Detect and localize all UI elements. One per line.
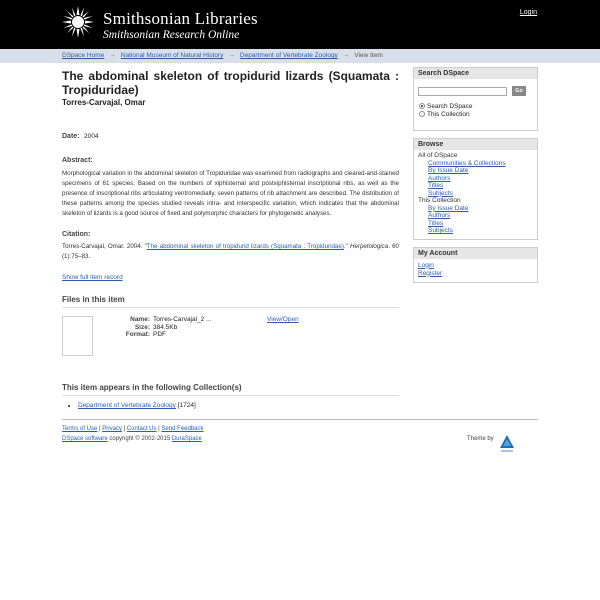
go-button[interactable]: Go [512, 86, 526, 96]
file-row [62, 316, 399, 370]
file-thumbnail[interactable] [62, 316, 93, 356]
breadcrumb-home[interactable]: DSpace Home [62, 52, 105, 59]
file-name: Torres-Carvajal_2 ... [153, 316, 212, 323]
radio-selected-icon[interactable] [419, 103, 425, 109]
footer-privacy-link[interactable]: Privacy [102, 426, 122, 432]
footer-terms-link[interactable]: Terms of Use [62, 426, 98, 432]
browse-issue-date[interactable]: By Issue Date [428, 167, 469, 174]
date-value: 2004 [83, 133, 99, 140]
file-format: PDF [153, 331, 166, 338]
browse-heading: Browse [414, 139, 537, 150]
browse-group-collection: This Collection [418, 197, 461, 204]
file-size-label: Size: [134, 323, 150, 331]
item-view [62, 70, 399, 409]
collections-heading: This item appears in the following Collection(s) [62, 383, 399, 396]
breadcrumb-current: View Item [354, 52, 383, 59]
search-scope-all[interactable] [419, 103, 473, 110]
citation-mid: ." [343, 243, 351, 250]
browse-authors[interactable]: Authors [428, 174, 451, 182]
files-heading: Files in this item [62, 295, 399, 308]
list-item [78, 402, 399, 409]
masthead [0, 0, 600, 49]
footer-copyright [62, 436, 202, 442]
duraspace-link[interactable]: DuraSpace [171, 436, 202, 442]
footer [62, 419, 538, 459]
footer-links: Terms of Use | Privacy | Contact Us | Send Feedback [62, 426, 204, 432]
show-full-record-link[interactable]: Show full item record [62, 274, 123, 281]
abstract-text: Morphological variation in the abdominal skeleton of Tropiduridae was examined from radiographs and cleared-and-stained specimens of 61 species. Based on the numbers of xiphisternal and postxiphisternal inscriptional ribs, as well as the presence of inscriptional ribs articulating ventromedially, seven patterns of rib attachment are described. The distribution of these patterns among the species studied reveals intra- and interspecific variation, which indicates that the abdominal skeleton of lizards is a good source of fixed and polymorphic characters for phylogenetic analyses. [62, 170, 399, 217]
citation-suffix: . 60 (1):75–83. [62, 243, 399, 260]
browse-collection-titles[interactable]: Titles [428, 219, 444, 227]
citation-link[interactable]: The abdominal skeleton of tropidurid lizards (Squamata : Tropiduridae) [146, 243, 344, 250]
file-metadata [120, 316, 212, 339]
search-scope-all-label: Search DSpace [427, 103, 473, 110]
browse-collection-authors[interactable]: Authors [428, 212, 451, 219]
header-login-link[interactable]: Login [519, 9, 537, 16]
atmire-logo-icon[interactable] [498, 434, 516, 454]
breadcrumb-separator: → [342, 52, 350, 59]
citation-journal: Herpetologica [350, 243, 389, 250]
search-scope-collection[interactable] [419, 111, 470, 118]
dspace-software-link[interactable]: DSpace software [62, 436, 108, 442]
footer-feedback-link[interactable]: Send Feedback [161, 426, 204, 432]
theme-by-label: Theme by [467, 436, 494, 442]
item-date [62, 125, 399, 143]
copyright-text: copyright © 2002-2015 [107, 436, 172, 442]
browse-titles[interactable]: Titles [428, 182, 444, 189]
collection-count: [1724] [177, 402, 196, 409]
brand-subtitle: Smithsonian Research Online [103, 29, 240, 41]
search-scope-collection-label: This Collection [427, 111, 470, 118]
account-box [413, 247, 538, 283]
sunburst-icon [62, 6, 94, 38]
browse-box [413, 138, 538, 240]
search-box [413, 67, 538, 131]
breadcrumb [0, 49, 600, 63]
radio-icon[interactable] [419, 111, 425, 117]
citation-text [62, 242, 399, 262]
browse-collection-issue-date[interactable]: By Issue Date [428, 204, 469, 212]
browse-communities[interactable]: Communities & Collections [428, 159, 506, 167]
sidebar [413, 67, 538, 290]
breadcrumb-separator: → [228, 52, 235, 59]
breadcrumb-museum[interactable]: National Museum of Natural History [120, 52, 224, 59]
abstract-label: Abstract: [62, 157, 93, 164]
view-open-link[interactable]: View/Open [267, 316, 299, 323]
browse-subjects[interactable]: Subjects [428, 189, 453, 197]
account-login-link[interactable]: Login [418, 261, 434, 269]
collections-list [78, 402, 399, 409]
date-label: Date: [62, 133, 80, 140]
citation-prefix: Torres-Carvajal, Omar. 2004. " [62, 243, 147, 250]
file-size: 384.5Kb [153, 323, 178, 331]
browse-collection-subjects[interactable]: Subjects [428, 227, 453, 234]
smithsonian-logo[interactable] [62, 5, 258, 45]
collection-link[interactable]: Department of Vertebrate Zoology [78, 402, 176, 409]
account-register-link[interactable]: Register [418, 269, 443, 277]
citation-label: Citation: [62, 231, 91, 238]
file-name-label: Name: [130, 316, 150, 323]
search-input[interactable] [418, 87, 507, 96]
account-heading: My Account [414, 248, 537, 259]
browse-group-all: All of DSpace [418, 152, 458, 159]
breadcrumb-separator: → [109, 52, 116, 59]
item-title: The abdominal skeleton of tropidurid lizards (Squamata : Tropiduridae) [62, 69, 399, 97]
item-author: Torres-Carvajal, Omar [62, 98, 146, 107]
footer-contact-link[interactable]: Contact Us [126, 426, 157, 432]
brand-name: Smithsonian Libraries [103, 9, 258, 28]
file-format-label: Format: [125, 331, 150, 338]
breadcrumb-department[interactable]: Department of Vertebrate Zoology [239, 52, 338, 59]
search-heading: Search DSpace [414, 68, 537, 79]
